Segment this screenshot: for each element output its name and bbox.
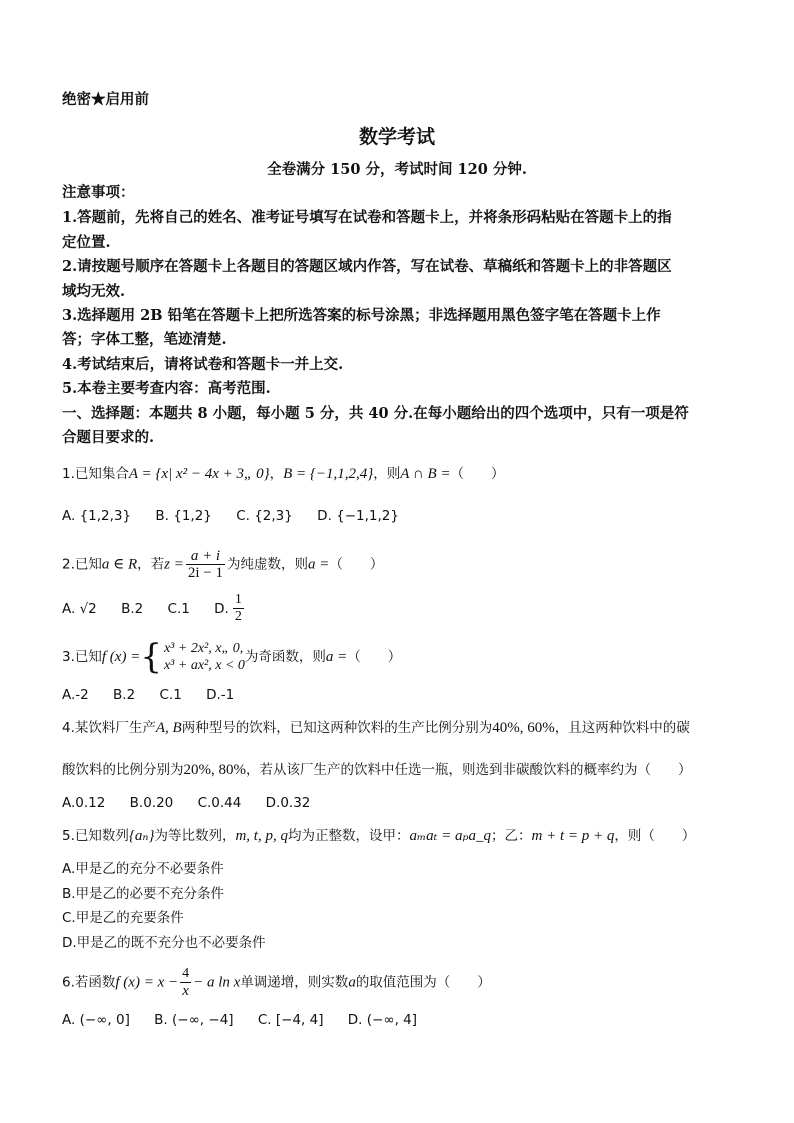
question-4-options	[62, 793, 330, 813]
q2-if: ，若	[137, 556, 165, 573]
question-1-options	[62, 506, 419, 526]
q3-answer-paren: （ ）	[347, 649, 402, 665]
q2-option-b: B.2	[121, 600, 144, 617]
q5-option-c: C.甲是乙的充要条件	[62, 910, 184, 926]
q2-answer-paren: （ ）	[329, 556, 384, 573]
q1-option-b: B. {1,2}	[155, 508, 212, 524]
q4-option-d: D.0.32	[265, 795, 311, 811]
q6-option-d: D. (−∞, 4]	[347, 1012, 418, 1028]
q2-z: z =	[164, 556, 184, 573]
q2-prefix: 2.已知	[62, 556, 102, 573]
q1-then: ，则	[373, 466, 401, 482]
q6-middle: 单调递增，则实数	[240, 974, 349, 991]
q2-option-c: C.1	[167, 600, 190, 617]
q2-option-a: A. √2	[62, 600, 97, 617]
q3-case-1: x³ + 2x², x„ 0,	[163, 641, 244, 656]
note-2-line-2: 域均无效.	[62, 283, 126, 300]
q1-set-a: A = {x| x² − 4x + 3„ 0}	[128, 466, 270, 482]
q2-condition: a ∈ R	[101, 556, 138, 573]
exam-subtitle: 全卷满分 150 分，考试时间 120 分钟.	[267, 161, 527, 178]
note-1-line-1: 1.答题前，先将自己的姓名、准考证号填写在试卷和答题卡上，并将条形码粘贴在答题卡上的指	[62, 209, 672, 226]
q4-line-2-end: ，若从该厂生产的饮料中任选一瓶，则选到非碳酸饮料的概率约为（ ）	[246, 762, 692, 778]
q3-function: f (x) =	[101, 649, 141, 665]
q3-option-b: B.2	[113, 687, 136, 703]
note-1-line-2: 定位置.	[62, 234, 111, 251]
q4-middle: 两种型号的饮料，已知这两种饮料的生产比例分别为	[181, 720, 493, 736]
q1-set-b: B = {−1,1,2,4}	[283, 466, 374, 482]
q3-then: 为奇函数，则	[244, 649, 326, 665]
q5-condition-yi: m + t = p + q	[531, 828, 615, 844]
q6-prefix: 6.若函数	[62, 974, 116, 991]
q6-function: f (x) = x −	[115, 974, 179, 991]
note-3-line-1: 3.选择题用 2B 铅笔在答题卡上把所选答案的标号涂黑；非选择题用黑色签字笔在答题卡上作	[62, 307, 661, 324]
question-3-options	[62, 685, 254, 705]
q3-option-d: D.-1	[206, 687, 235, 703]
q5-condition-jia: aₘaₜ = aₚa_q	[409, 828, 491, 844]
question-5-stem	[62, 826, 695, 846]
q6-option-b: B. (−∞, −4]	[154, 1012, 234, 1028]
question-4-line-1	[62, 718, 690, 738]
q4-option-b: B.0.20	[129, 795, 174, 811]
q6-end: 的取值范围为（ ）	[355, 974, 491, 991]
q2-ask: a =	[308, 556, 330, 573]
q5-middle-2: 均为正整数，设甲：	[287, 828, 410, 844]
section-1-heading-line-2: 合题目要求的.	[62, 429, 155, 446]
q1-option-a: A. {1,2,3}	[62, 508, 132, 524]
exam-title: 数学考试	[358, 126, 435, 148]
q6-tail: − a ln x	[193, 974, 241, 991]
q5-middle: 为等比数列，	[154, 828, 236, 844]
q6-option-c: C. [−4, 4]	[257, 1012, 324, 1028]
q1-expression: A ∩ B =	[400, 466, 451, 482]
q5-sequence: {aₙ}	[128, 828, 155, 844]
q2-option-d-denominator: 2	[234, 609, 242, 624]
q4-option-a: A.0.12	[62, 795, 106, 811]
q5-option-b: B.甲是乙的必要不充分条件	[62, 886, 225, 902]
question-1-stem	[62, 464, 505, 484]
q3-option-a: A.-2	[62, 687, 89, 703]
q6-fraction	[180, 966, 191, 999]
q1-option-c: C. {2,3}	[236, 508, 293, 524]
q6-variable: a	[348, 974, 356, 991]
q6-option-a: A. (−∞, 0]	[62, 1012, 130, 1028]
q5-middle-3: ；乙：	[491, 828, 532, 844]
q3-case-2: x³ + ax², x < 0	[163, 658, 245, 673]
notes-heading: 注意事项：	[62, 184, 135, 201]
q4-line-2-start: 酸饮料的比例分别为	[62, 762, 184, 778]
q1-option-d: D. {−1,1,2}	[317, 508, 399, 524]
q2-option-d: D.	[214, 600, 229, 617]
q3-prefix: 3.已知	[62, 649, 102, 665]
q2-option-d-fraction	[233, 592, 244, 625]
q5-option-d: D.甲是乙的既不充分也不必要条件	[62, 935, 266, 951]
q2-denominator: 2i − 1	[187, 565, 224, 581]
q3-option-c: C.1	[159, 687, 182, 703]
question-2-options	[62, 592, 246, 625]
question-6-stem	[62, 966, 491, 999]
q2-option-d-numerator: 1	[234, 592, 242, 607]
note-5: 5.本卷主要考查内容：高考范围.	[62, 380, 271, 397]
note-4: 4.考试结束后，请将试卷和答题卡一并上交.	[62, 356, 344, 373]
q3-brace: {	[140, 637, 162, 677]
note-3-line-2: 答；字体工整，笔迹清楚.	[62, 331, 227, 348]
q5-option-a: A.甲是乙的充分不必要条件	[62, 861, 224, 877]
q2-fraction	[186, 548, 225, 581]
q4-prefix: 4.某饮料厂生产	[62, 720, 156, 736]
q2-numerator: a + i	[186, 548, 225, 565]
note-2-line-1: 2.请按题号顺序在答题卡上各题目的答题区域内作答，写在试卷、草稿纸和答题卡上的非答题区	[62, 258, 672, 275]
q6-denominator: x	[182, 983, 189, 999]
q5-end: ，则（ ）	[614, 828, 696, 844]
question-2-stem	[62, 548, 383, 581]
q2-then: 为纯虚数，则	[227, 556, 309, 573]
q1-separator: ，	[269, 466, 284, 482]
q4-types: A, B	[155, 720, 182, 736]
q1-answer-paren: （ ）	[450, 466, 505, 482]
q3-cases	[164, 640, 245, 674]
question-3-stem	[62, 637, 402, 677]
q3-ask: a =	[325, 649, 348, 665]
q4-line-1-end: ，且这两种饮料中的碳	[554, 720, 690, 736]
q5-variables: m, t, p, q	[235, 828, 288, 844]
q4-ratio: 40%, 60%	[492, 720, 555, 736]
q4-option-c: C.0.44	[197, 795, 242, 811]
q6-numerator: 4	[182, 966, 190, 981]
section-1-heading-line-1: 一、选择题：本题共 8 小题，每小题 5 分，共 40 分.在每小题给出的四个选项中，只有一项是符	[62, 405, 689, 422]
question-4-line-2	[62, 760, 692, 780]
question-6-options	[62, 1010, 437, 1030]
confidential-label: 绝密★启用前	[62, 91, 149, 108]
q4-ratio-2: 20%, 80%	[183, 762, 246, 778]
q5-prefix: 5.已知数列	[62, 828, 129, 844]
q1-prefix: 1.已知集合	[62, 466, 129, 482]
